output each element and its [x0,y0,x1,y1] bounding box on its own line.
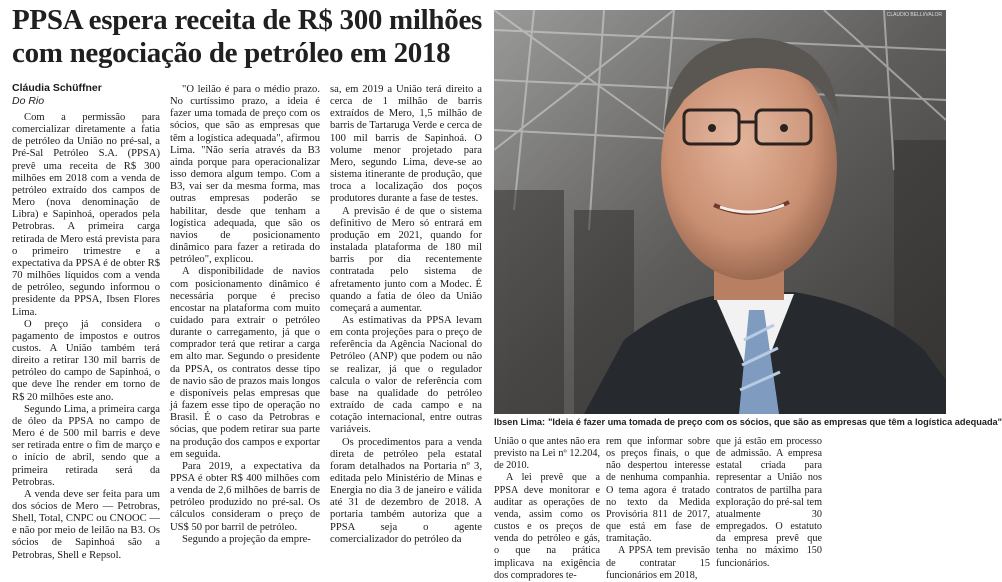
headline: PPSA espera receita de R$ 300 milhões com negociação de petróleo em 2018 [12,4,483,69]
paragraph: sa, em 2019 a União terá direito a cerca de 1 milhão de barris extraídos de Mero, 1,5 milhão de barris de Tartaruga Verde e cerca de 100 mil barris de Sapinhoá. O volume menor projetado para Mero, segundo Lima, deve-se ao sistema itinerante de produção, que troca a localização dos poços produtores durante a fase de testes. [330,84,482,205]
photo-caption [494,416,1002,428]
article-column-1 [12,112,161,561]
caption-label: Ibsen Lima: [494,417,546,427]
paragraph: A lei prevê que a PPSA deve monitorar e auditar as operações de venda, assim como os custos e os preços de venda do petróleo e gás, o que na prática implicava na exigência dos compradores te- [494,472,600,581]
byline [12,82,102,108]
paragraph: Segundo Lima, a primeira carga de óleo da PPSA no campo de Mero é de 500 mil barris e deve ser retirada entre o fim de março e o início de abril, sendo que a primeira retirada será da Petrobras. [12,403,161,488]
article-column-4 [494,436,600,581]
author-name: Cláudia Schüffner [12,82,102,94]
paragraph: "O leilão é para o médio prazo. No curtíssimo prazo, a ideia é fazer uma tomada de preço com os sócios, que são as empresas que têm a logística adequada", afirmou Lima. "Não seria através da B3 ainda porque para operacionalizar isso demora algum tempo. Com a B3, vai ser da mesma forma, mas outras empresas poderão se habilitar, desde que tenham a logística adequada, que são os navios de posicionamento dinâmico para fazer a retirada do petróleo", explicou. [170,84,320,266]
paragraph: A PPSA tem previsão de contratar 15 funcionários em 2018, [606,545,710,581]
paragraph: Para 2019, a expectativa da PPSA é obter R$ 400 milhões com a venda de 2,6 milhões de barris de petróleo produzido no pré-sal. Os cálculos consideram o preço de US$ 50 por barril de petróleo. [170,460,320,533]
paragraph: As estimativas da PPSA levam em conta projeções para o preço de referência da Agência Nacional do Petróleo (ANP) que podem ou não se realizar, já que o regulador calcula o valor de referência com base na qualidade do petróleo extraído de cada campo e na cotação internacional, entre outras variáveis. [330,314,482,436]
article-column-2 [170,84,320,552]
photo-credit: CLAUDIO BELLI/VALOR [886,12,942,18]
paragraph: Segundo a projeção da empre- [182,533,311,545]
paragraph: rem que informar sobre os preços finais, o que não despertou interesse de nenhuma companhia. O tema agora é tratado no texto da Medida Provisória 811 de 2017, que está em fase de tramitação. [606,436,710,545]
paragraph: Com a permissão para comercializar diretamente a fatia de petróleo da União no pré-sal, a Pré-Sal Petróleo S.A. (PPSA) prevê uma receita de R$ 300 milhões em 2018 com a venda de petróleo extraído dos campos de Mero (nova denominação de Libra) e Sapinhoá, operados pela Petrobras. A primeira carga retirada de Mero está prevista para o primeiro trimestre e a expectativa da PPSA é de obter R$ 70 milhões líquidos com a venda de petróleo, segundo informou o presidente da PPSA, Ibsen Flores Lima. [12,112,160,318]
article-column-5 [606,436,710,581]
paragraph: que já estão em processo de admissão. A empresa estatal criada para representar a União nos contratos de partilha para exploração do pré-sal tem atualmente 30 empregados. O estatuto da empresa prevê que tenha no máximo 150 funcionários. [716,436,822,569]
paragraph: O preço já considera o pagamento de impostos e outros custos. A União também terá direito a retirar 130 mil barris de petróleo do campo de Sapinhoá, o que deve lhe render em torno de R$ 20 milhões este ano. [12,318,160,403]
paragraph: A venda deve ser feita para um dos sócios de Mero — Petrobras, Shell, Total, CNPC ou CNOOC — e não por meio de leilão na B3. Os sócios de Sapinhoá são a Petrobras, Shell e Repsol. [12,488,160,561]
article-column-3 [330,84,482,552]
caption-text: "Ideia é fazer uma tomada de preço com os sócios, que são as empresas que têm a logística adequada" [548,417,1002,427]
paragraph: A disponibilidade de navios com posicionamento dinâmico é necessária porque é preciso encostar na plataforma com muito cuidado para extrair o petróleo durante o carregamento, já que o comprador terá que retirar a carga em alto mar. Segundo o presidente da PPSA, os contratos desse tipo de navio são de prazos mais longos e disponíveis pelas empresas que já fazem esse tipo de operação no Brasil. É o caso da Petrobras e sócias, que podem retirar sua parte na produção dos campos e exportar em seguida. [170,266,320,460]
paragraph: A previsão é de que o sistema definitivo de Mero só entrará em produção em 2021, quando for instalada plataforma de 180 mil barris por dia recentemente contratada pelo sistema de afretamento junto com a Modec. É quando a fatia de óleo da União começará a aumentar. [330,205,482,314]
paragraph: União o que antes não era previsto na Lei nº 12.204, de 2010. [494,436,600,472]
portrait-illustration [494,10,946,414]
portrait-photo [494,10,946,414]
article-column-6 [716,436,822,569]
dateline-location: Do Rio [12,95,45,107]
paragraph: Os procedimentos para a venda direta de petróleo pela estatal foram detalhados na Portaria nº 3, editada pelo Ministério de Minas e Energia no dia 3 de janeiro e válida até 31 de dezembro de 2018. A portaria também autoriza que a PPSA seja o agente comercializador do petróleo da [330,436,482,545]
